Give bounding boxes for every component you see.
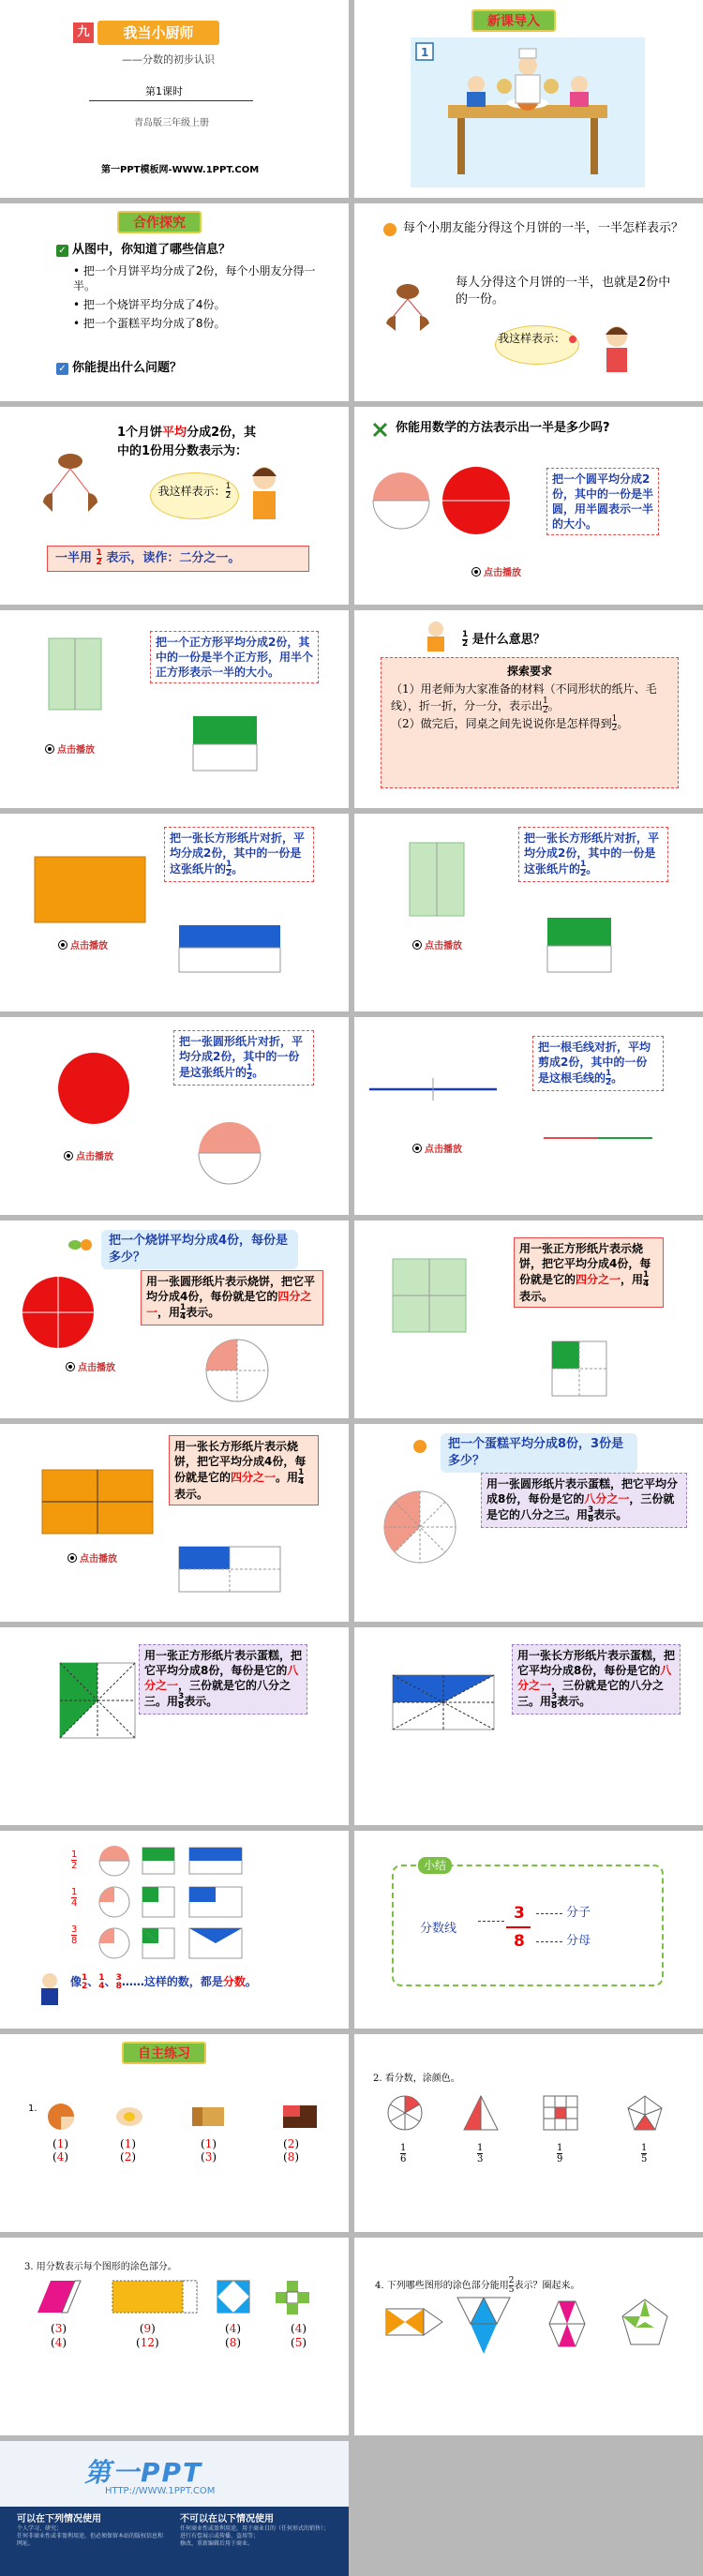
fraction-1-5: $\frac{1}{5}$ <box>641 2143 648 2164</box>
green-rectangle-figure <box>409 842 465 917</box>
divider <box>89 100 253 101</box>
check-icon: ✓ <box>56 245 68 257</box>
explanation-box: 把一个圆平均分成2份，其中的一份是半圆，用半圆表示一半的大小。 <box>546 468 659 535</box>
question: 把一个蛋糕平均分成8份，3份是多少？ <box>441 1433 637 1473</box>
fraction-1-6: $\frac{1}{6}$ <box>400 2143 407 2164</box>
slide-14[interactable] <box>354 1221 703 1418</box>
play-button[interactable]: 点击播放 <box>67 1550 117 1565</box>
explanation-box: 把一个正方形平均分成2份，其中的一份是半个正方形，用半个正方形表示一半的大小。 <box>150 631 319 683</box>
answer-1: (1) (4) <box>52 2137 69 2164</box>
numerator-pointer <box>536 1913 562 1914</box>
circle-halves-figure <box>371 463 512 538</box>
slide-25[interactable] <box>0 2441 349 2576</box>
subtitle: ——分数的初步认识 <box>122 53 215 66</box>
slide-21[interactable] <box>0 2034 349 2232</box>
slide-22[interactable] <box>354 2034 703 2232</box>
mooncake-split-icon <box>37 444 103 529</box>
answer-3: (1) (3) <box>201 2137 217 2164</box>
exercise-number: 1. <box>28 2104 37 2114</box>
cannot-use-list: 任何商业性或盈利用途，用于商业目的（任何形式的销售）； 进行有偿展示或传播、盗用等； 修改，重新编辑后用于商业。 <box>180 2525 330 2547</box>
explanation-box: 用一张圆形纸片表示烧饼，把它平均分成4份，每份就是它的四分之一，用 $\frac{1}{4}$ 表示。 <box>141 1270 323 1325</box>
fraction-1-3: $\frac{1}{3}$ <box>477 2143 484 2164</box>
answer-2: (1) (2) <box>120 2137 137 2164</box>
question-1: ✓ 从图中，你知道了哪些信息？ <box>56 243 231 258</box>
question: $\frac{1}{2}$ 是什么意思？ <box>462 630 546 649</box>
question: 每个小朋友能分得这个月饼的一半，一半怎样表示？ <box>403 221 684 235</box>
denominator-label: 分母 <box>566 1934 591 1948</box>
question: 你能用数学的方法表示出一半是多少吗? <box>396 421 610 435</box>
folded-rect-quarter-figure <box>178 1546 281 1593</box>
speech-bubble: 我这样表示： <box>495 325 579 365</box>
slide-17[interactable] <box>0 1627 349 1825</box>
info-item-3: • 把一个蛋糕平均分成了8份。 <box>73 317 226 330</box>
red-circle-figure <box>56 1051 131 1126</box>
speech-bubble: 我这样表示： $\frac{1}{2}$ <box>150 472 239 519</box>
intro-text: 1个月饼平均分成2份，其 中的1份用分数表示为： <box>117 426 257 458</box>
info-item-1: • 把一个月饼平均分成了2份，每个小朋友分得一半。 <box>73 264 316 292</box>
girl-avatar <box>244 463 285 529</box>
answer-4: (2) (8) <box>283 2137 300 2164</box>
slide-7[interactable] <box>0 610 349 808</box>
folded-rect-figure <box>178 924 281 973</box>
play-button[interactable]: 点击播放 <box>66 1359 115 1373</box>
yarn-line-figure <box>367 1075 499 1103</box>
numerator-label: 分子 <box>566 1906 591 1920</box>
check-icon: ✓ <box>56 363 68 375</box>
orange-bullet-icon <box>382 222 397 237</box>
fraction-line-pointer <box>478 1921 504 1922</box>
answer: 每人分得这个月饼的一半，也就是2份中的一份。 <box>456 276 671 307</box>
slide-23[interactable] <box>0 2238 349 2435</box>
quarter-circle-figure <box>204 1338 270 1403</box>
banner: 合作探究 <box>117 211 202 233</box>
explanation-box: 用一张正方形纸片表示蛋糕，把它平均分成8份，每份是它的八分之一，三份就是它的八分之三。用 $\frac{3}{8}$ 表示。 <box>139 1644 307 1715</box>
info-item-2: • 把一个烧饼平均分成了4份。 <box>73 298 226 311</box>
leaf-icon <box>66 1236 94 1254</box>
slide-4[interactable] <box>354 203 703 401</box>
requirements-box <box>381 657 679 788</box>
exercise-2-shapes <box>382 2092 682 2139</box>
requirement-2: （2）做完后，同桌之间先说说你是怎样得到 $\frac{1}{2}$ 。 <box>391 714 629 733</box>
slide-3[interactable] <box>0 203 349 401</box>
orange-rectangle-figure <box>34 856 146 923</box>
fraction-summary-grid <box>97 1844 247 1966</box>
denominator-pointer <box>536 1941 562 1942</box>
exercise-title: 2. 看分数，涂颜色。 <box>373 2074 460 2084</box>
play-button[interactable]: 点击播放 <box>64 1148 113 1162</box>
fraction-1-9: $\frac{1}{9}$ <box>557 2143 563 2164</box>
slide-6[interactable] <box>354 407 703 605</box>
exercise-4-shapes <box>382 2296 682 2361</box>
question: 把一个烧饼平均分成4份，每份是多少？ <box>101 1230 298 1269</box>
exercise-title: 3. 用分数表示每个图形的涂色部分。 <box>24 2262 177 2272</box>
slide-2[interactable] <box>354 0 703 198</box>
explanation-box: 用一张长方形纸片表示蛋糕，把它平均分成8份，每份是它的八分之一，三份就是它的八分之三。用 $\frac{3}{8}$ 表示。 <box>512 1644 681 1715</box>
half-circle-icon <box>569 336 576 343</box>
play-button[interactable]: 点击播放 <box>58 937 108 951</box>
teacher-avatar <box>422 620 450 653</box>
picnic-illustration <box>411 37 645 187</box>
question-2: ✓ 你能提出什么问题？ <box>56 361 182 376</box>
lesson-label: 第1课时 <box>145 85 183 97</box>
explanation-box: 把一根毛线对折，平均剪成2份，其中的一份是这根毛线的 $\frac{1}{2}$ 。 <box>532 1036 664 1091</box>
play-button[interactable]: 点击播放 <box>412 1141 462 1155</box>
red-circle-quarters-figure <box>21 1275 96 1350</box>
orange-bullet-icon <box>411 1437 439 1456</box>
explanation-box: 用一张圆形纸片表示蛋糕，把它平均分成8份，每份是它的八分之一，三份就是它的八分之三。用 $\frac{3}{8}$ 表示。 <box>481 1473 687 1528</box>
slide-20[interactable] <box>354 1831 703 2029</box>
slide-5[interactable] <box>0 407 349 605</box>
explanation-box: 用一张长方形纸片表示烧饼，把它平均分成4份，每份就是它的四分之一。用 $\frac{1}{4}$ 表示。 <box>169 1435 319 1505</box>
circle-eighths-figure <box>382 1490 457 1565</box>
play-button[interactable]: 点击播放 <box>471 564 521 578</box>
slide-8[interactable] <box>354 610 703 808</box>
chapter-number: 九 <box>73 22 94 43</box>
slide-11[interactable] <box>0 1017 349 1215</box>
fraction-line-label: 分数线 <box>420 1922 457 1936</box>
fraction-3-8: $\frac{3}{8}$ <box>71 1925 78 1946</box>
orange-rect-quarters-figure <box>41 1469 154 1535</box>
explanation-box: 用一张正方形纸片表示烧饼，把它平均分成4份，每份就是它的四分之一，用 $\frac{1}{4}$ 表示。 <box>514 1237 664 1308</box>
answer-3: (4) (8) <box>225 2322 242 2349</box>
requirements-title: 探索要求 <box>506 665 552 678</box>
folded-square-quarter-figure <box>551 1340 607 1397</box>
square-half-figure <box>47 637 103 711</box>
answer-1: (3) (4) <box>51 2322 67 2349</box>
brand-url[interactable]: HTTP://WWW.1PPT.COM <box>105 2486 216 2496</box>
half-circle-figure <box>197 1120 262 1186</box>
exercise-title: 4. 下列哪些图形的涂色部分能用 $\frac{2}{5}$ 表示？圈起来。 <box>375 2276 580 2295</box>
explanation-box: 把一张圆形纸片对折，平均分成2份，其中的一份是这张纸片的 $\frac{1}{2}$ 。 <box>173 1030 314 1086</box>
footer-link[interactable]: 第一PPT模板网-WWW.1PPT.COM <box>101 165 260 175</box>
student-avatar <box>36 1971 64 2009</box>
page-number: 1 <box>421 46 429 59</box>
slide-15[interactable] <box>0 1424 349 1622</box>
summary-label: 小结 <box>418 1857 452 1874</box>
banner: 新课导入 <box>471 9 556 32</box>
slide-9[interactable] <box>0 814 349 1011</box>
slide-18[interactable] <box>354 1627 703 1825</box>
explanation-box: 把一张长方形纸片对折，平均分成2份，其中的一份是这张纸片的 $\frac{1}{2}$ 。 <box>518 827 668 882</box>
fraction-bar <box>506 1926 531 1928</box>
folded-rect-figure <box>546 917 612 973</box>
slide-16[interactable] <box>354 1424 703 1622</box>
answer-4: (4) (5) <box>291 2322 307 2349</box>
slide-12[interactable] <box>354 1017 703 1215</box>
slide-13[interactable] <box>0 1221 349 1418</box>
fraction-1-4: $\frac{1}{4}$ <box>71 1887 78 1909</box>
girl-avatar <box>598 323 636 380</box>
brand-logo: 第一PPT <box>84 2457 203 2488</box>
slide-10[interactable] <box>354 814 703 1011</box>
mooncake-split-icon <box>382 278 434 344</box>
slide-19[interactable] <box>0 1831 349 2029</box>
explanation-box: 把一张长方形纸片对折，平均分成2份，其中的一份是这张纸片的 $\frac{1}{2}$ 。 <box>164 827 314 882</box>
slide-24[interactable] <box>354 2238 703 2435</box>
rect-eighths-figure <box>392 1674 495 1730</box>
numerator: 3 <box>514 1904 525 1923</box>
square-eighths-figure <box>58 1661 137 1740</box>
half-yarn-figure <box>542 1133 654 1143</box>
pencil-icon <box>371 420 390 439</box>
slide-1[interactable] <box>0 0 349 198</box>
folded-square-figure <box>192 715 258 771</box>
play-button[interactable]: 点击播放 <box>45 741 95 756</box>
requirement-1: （1）用老师为大家准备的材料（不同形状的纸片、毛线），折一折，分一分，表示出 $\frac{1}{2}$ 。 <box>391 682 657 715</box>
cannot-use-title: 不可以在以下情况使用 <box>180 2514 274 2524</box>
exercise-1-pictures <box>37 2100 328 2137</box>
publisher: 青岛版三年级上册 <box>134 118 209 128</box>
fraction-1-2: $\frac{1}{2}$ <box>71 1850 78 1871</box>
play-button[interactable]: 点击播放 <box>412 937 462 951</box>
title: 我当小厨师 <box>97 21 219 45</box>
can-use-title: 可以在下列情况使用 <box>17 2514 101 2524</box>
definition-note: 一半用 $\frac{1}{2}$ 表示，读作：二分之一。 <box>47 546 309 572</box>
exercise-3-shapes <box>37 2279 319 2316</box>
green-square-quarters-figure <box>392 1258 467 1333</box>
answer-2: (9) (12) <box>136 2322 159 2349</box>
denominator: 8 <box>514 1932 525 1951</box>
banner: 自主练习 <box>122 2042 206 2064</box>
summary-note: 像1 2、1 4、3 8……这样的数，都是分数。 <box>70 1972 257 1991</box>
can-use-list: 个人学习、研究； 任何非商业性或非盈利用途，但必须保留本站的版权信息和网址。 <box>17 2525 164 2547</box>
